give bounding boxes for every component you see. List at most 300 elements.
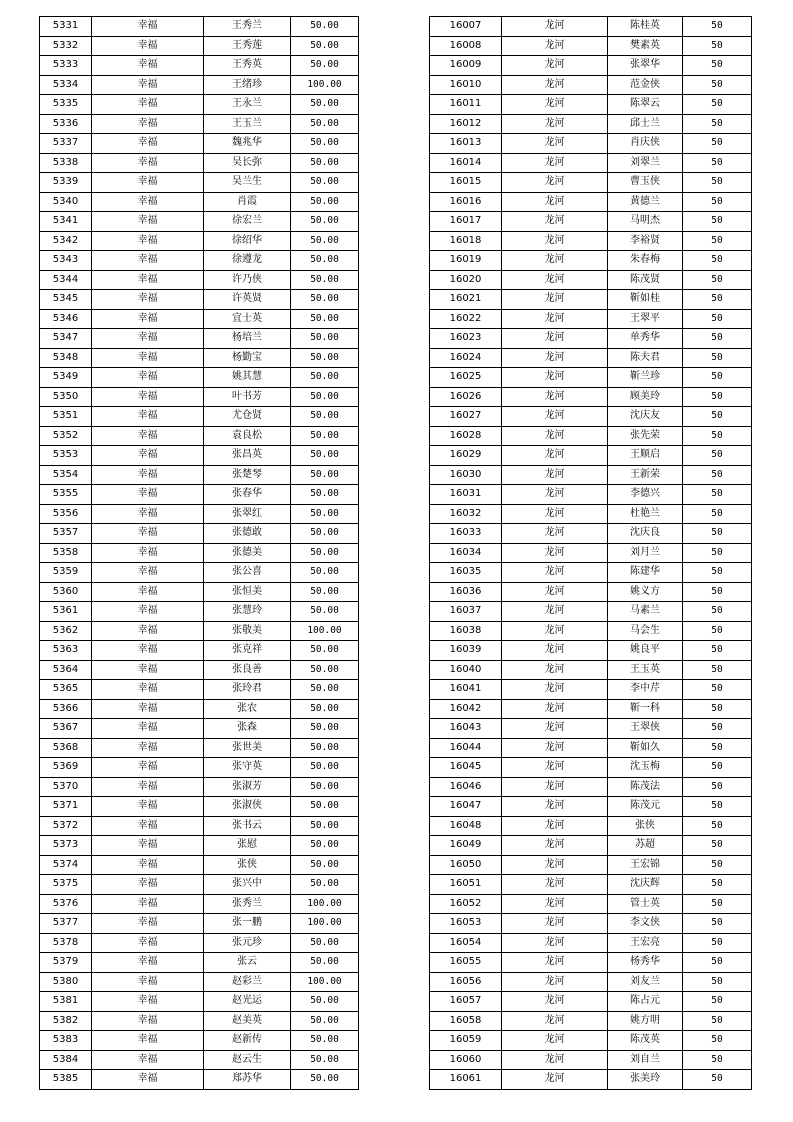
record-number-cell: 16029	[430, 446, 502, 466]
record-number-cell: 5357	[40, 524, 92, 544]
amount-cell: 50	[683, 836, 752, 856]
table-row	[430, 153, 752, 173]
table-row	[430, 114, 752, 134]
table-row	[40, 894, 359, 914]
amount-cell: 50	[683, 251, 752, 271]
table-row	[40, 1050, 359, 1070]
left-roster-body	[40, 17, 359, 1090]
record-number-cell: 5367	[40, 719, 92, 739]
person-name-cell: 沈玉梅	[608, 758, 683, 778]
amount-cell: 50	[683, 329, 752, 349]
person-name-cell: 刘自兰	[608, 1050, 683, 1070]
amount-cell: 50	[683, 777, 752, 797]
person-name-cell: 张德美	[204, 543, 291, 563]
amount-cell: 50.00	[291, 758, 359, 778]
person-name-cell: 李裕贤	[608, 231, 683, 251]
amount-cell: 50	[683, 56, 752, 76]
amount-cell: 50	[683, 797, 752, 817]
amount-cell: 50	[683, 524, 752, 544]
person-name-cell: 陈建华	[608, 563, 683, 583]
record-number-cell: 5340	[40, 192, 92, 212]
amount-cell: 50	[683, 894, 752, 914]
amount-cell: 50.00	[291, 114, 359, 134]
record-number-cell: 5350	[40, 387, 92, 407]
person-name-cell: 许英贤	[204, 290, 291, 310]
village-cell: 幸福	[92, 114, 204, 134]
record-number-cell: 16016	[430, 192, 502, 212]
person-name-cell: 靳如久	[608, 738, 683, 758]
table-row	[40, 563, 359, 583]
amount-cell: 50.00	[291, 134, 359, 154]
village-cell: 幸福	[92, 914, 204, 934]
amount-cell: 50.00	[291, 660, 359, 680]
amount-cell: 50.00	[291, 251, 359, 271]
person-name-cell: 沈庆友	[608, 407, 683, 427]
amount-cell: 50	[683, 36, 752, 56]
village-cell: 幸福	[92, 192, 204, 212]
person-name-cell: 杜艳兰	[608, 504, 683, 524]
table-row	[40, 1070, 359, 1090]
table-row	[430, 387, 752, 407]
amount-cell: 50	[683, 641, 752, 661]
person-name-cell: 王玉英	[608, 660, 683, 680]
record-number-cell: 5347	[40, 329, 92, 349]
record-number-cell: 16038	[430, 621, 502, 641]
village-cell: 龙河	[502, 114, 608, 134]
record-number-cell: 5377	[40, 914, 92, 934]
record-number-cell: 16045	[430, 758, 502, 778]
village-cell: 龙河	[502, 270, 608, 290]
person-name-cell: 肖霞	[204, 192, 291, 212]
table-row	[430, 1031, 752, 1051]
record-number-cell: 5356	[40, 504, 92, 524]
person-name-cell: 赵彩兰	[204, 972, 291, 992]
person-name-cell: 张恒美	[204, 582, 291, 602]
record-number-cell: 16049	[430, 836, 502, 856]
record-number-cell: 16053	[430, 914, 502, 934]
record-number-cell: 16060	[430, 1050, 502, 1070]
table-row	[40, 543, 359, 563]
person-name-cell: 张楚琴	[204, 465, 291, 485]
amount-cell: 50.00	[291, 290, 359, 310]
record-number-cell: 16010	[430, 75, 502, 95]
record-number-cell: 16023	[430, 329, 502, 349]
amount-cell: 50	[683, 855, 752, 875]
table-row	[40, 972, 359, 992]
person-name-cell: 姚其慧	[204, 368, 291, 388]
amount-cell: 50.00	[291, 797, 359, 817]
village-cell: 龙河	[502, 758, 608, 778]
record-number-cell: 16025	[430, 368, 502, 388]
table-row	[430, 582, 752, 602]
record-number-cell: 16061	[430, 1070, 502, 1090]
record-number-cell: 16030	[430, 465, 502, 485]
village-cell: 龙河	[502, 251, 608, 271]
table-row	[40, 699, 359, 719]
amount-cell: 50	[683, 134, 752, 154]
amount-cell: 50.00	[291, 777, 359, 797]
village-cell: 幸福	[92, 1031, 204, 1051]
village-cell: 龙河	[502, 1031, 608, 1051]
amount-cell: 50.00	[291, 699, 359, 719]
table-row	[40, 660, 359, 680]
village-cell: 龙河	[502, 348, 608, 368]
village-cell: 龙河	[502, 582, 608, 602]
amount-cell: 50	[683, 153, 752, 173]
person-name-cell: 陈茂法	[608, 777, 683, 797]
amount-cell: 50.00	[291, 1070, 359, 1090]
person-name-cell: 陈翠云	[608, 95, 683, 115]
record-number-cell: 16043	[430, 719, 502, 739]
person-name-cell: 刘友兰	[608, 972, 683, 992]
person-name-cell: 顾美玲	[608, 387, 683, 407]
table-row	[430, 368, 752, 388]
amount-cell: 50.00	[291, 309, 359, 329]
person-name-cell: 张敬美	[204, 621, 291, 641]
table-row	[430, 173, 752, 193]
village-cell: 幸福	[92, 953, 204, 973]
amount-cell: 50.00	[291, 368, 359, 388]
record-number-cell: 5342	[40, 231, 92, 251]
person-name-cell: 张玲君	[204, 680, 291, 700]
village-cell: 幸福	[92, 699, 204, 719]
village-cell: 龙河	[502, 192, 608, 212]
person-name-cell: 靳如桂	[608, 290, 683, 310]
person-name-cell: 陈茂英	[608, 1031, 683, 1051]
amount-cell: 50.00	[291, 563, 359, 583]
person-name-cell: 张兴中	[204, 875, 291, 895]
village-cell: 龙河	[502, 504, 608, 524]
table-row	[40, 1011, 359, 1031]
record-number-cell: 16054	[430, 933, 502, 953]
record-number-cell: 5379	[40, 953, 92, 973]
person-name-cell: 袁良松	[204, 426, 291, 446]
record-number-cell: 5346	[40, 309, 92, 329]
amount-cell: 50.00	[291, 602, 359, 622]
table-row	[40, 173, 359, 193]
record-number-cell: 5375	[40, 875, 92, 895]
person-name-cell: 徐遵龙	[204, 251, 291, 271]
person-name-cell: 王秀兰	[204, 17, 291, 37]
record-number-cell: 16047	[430, 797, 502, 817]
left-roster-table	[39, 16, 359, 1090]
table-row	[430, 192, 752, 212]
record-number-cell: 5349	[40, 368, 92, 388]
record-number-cell: 5361	[40, 602, 92, 622]
table-row	[430, 95, 752, 115]
amount-cell: 50	[683, 582, 752, 602]
table-row	[430, 738, 752, 758]
village-cell: 幸福	[92, 309, 204, 329]
person-name-cell: 王翠平	[608, 309, 683, 329]
table-row	[430, 270, 752, 290]
person-name-cell: 王玉兰	[204, 114, 291, 134]
record-number-cell: 5334	[40, 75, 92, 95]
person-name-cell: 张春华	[204, 485, 291, 505]
village-cell: 龙河	[502, 816, 608, 836]
village-cell: 龙河	[502, 543, 608, 563]
person-name-cell: 吴兰生	[204, 173, 291, 193]
amount-cell: 50.00	[291, 1031, 359, 1051]
table-row	[40, 797, 359, 817]
table-row	[40, 465, 359, 485]
village-cell: 龙河	[502, 309, 608, 329]
record-number-cell: 5355	[40, 485, 92, 505]
amount-cell: 50	[683, 309, 752, 329]
table-row	[40, 36, 359, 56]
amount-cell: 50	[683, 173, 752, 193]
village-cell: 幸福	[92, 543, 204, 563]
table-row	[430, 914, 752, 934]
person-name-cell: 马明杰	[608, 212, 683, 232]
person-name-cell: 张良善	[204, 660, 291, 680]
person-name-cell: 王绪珍	[204, 75, 291, 95]
record-number-cell: 5383	[40, 1031, 92, 1051]
record-number-cell: 5336	[40, 114, 92, 134]
table-row	[40, 426, 359, 446]
table-row	[40, 836, 359, 856]
amount-cell: 50	[683, 485, 752, 505]
amount-cell: 50.00	[291, 485, 359, 505]
village-cell: 幸福	[92, 368, 204, 388]
village-cell: 龙河	[502, 231, 608, 251]
person-name-cell: 王秀莲	[204, 36, 291, 56]
table-row	[430, 933, 752, 953]
record-number-cell: 5366	[40, 699, 92, 719]
village-cell: 龙河	[502, 797, 608, 817]
amount-cell: 50	[683, 407, 752, 427]
table-row	[430, 426, 752, 446]
village-cell: 龙河	[502, 56, 608, 76]
village-cell: 幸福	[92, 153, 204, 173]
amount-cell: 50.00	[291, 17, 359, 37]
record-number-cell: 16019	[430, 251, 502, 271]
table-row	[40, 1031, 359, 1051]
record-number-cell: 16036	[430, 582, 502, 602]
amount-cell: 50.00	[291, 95, 359, 115]
village-cell: 龙河	[502, 1011, 608, 1031]
record-number-cell: 5363	[40, 641, 92, 661]
person-name-cell: 叶书芳	[204, 387, 291, 407]
record-number-cell: 16052	[430, 894, 502, 914]
village-cell: 幸福	[92, 875, 204, 895]
table-row	[40, 953, 359, 973]
person-name-cell: 管士英	[608, 894, 683, 914]
table-row	[40, 290, 359, 310]
village-cell: 龙河	[502, 641, 608, 661]
record-number-cell: 16012	[430, 114, 502, 134]
village-cell: 龙河	[502, 680, 608, 700]
village-cell: 幸福	[92, 485, 204, 505]
record-number-cell: 5373	[40, 836, 92, 856]
village-cell: 龙河	[502, 485, 608, 505]
right-roster-body	[430, 17, 752, 1090]
village-cell: 幸福	[92, 758, 204, 778]
record-number-cell: 5344	[40, 270, 92, 290]
village-cell: 龙河	[502, 1050, 608, 1070]
person-name-cell: 张森	[204, 719, 291, 739]
amount-cell: 50.00	[291, 173, 359, 193]
amount-cell: 50.00	[291, 446, 359, 466]
record-number-cell: 16032	[430, 504, 502, 524]
table-row	[430, 251, 752, 271]
table-row	[40, 582, 359, 602]
table-row	[430, 563, 752, 583]
record-number-cell: 16031	[430, 485, 502, 505]
record-number-cell: 5365	[40, 680, 92, 700]
record-number-cell: 5352	[40, 426, 92, 446]
person-name-cell: 陈占元	[608, 992, 683, 1012]
village-cell: 幸福	[92, 933, 204, 953]
village-cell: 龙河	[502, 524, 608, 544]
record-number-cell: 5364	[40, 660, 92, 680]
record-number-cell: 5332	[40, 36, 92, 56]
amount-cell: 50	[683, 17, 752, 37]
person-name-cell: 张农	[204, 699, 291, 719]
amount-cell: 50.00	[291, 270, 359, 290]
table-row	[430, 602, 752, 622]
record-number-cell: 16058	[430, 1011, 502, 1031]
table-row	[40, 368, 359, 388]
amount-cell: 50.00	[291, 543, 359, 563]
record-number-cell: 16041	[430, 680, 502, 700]
table-row	[430, 134, 752, 154]
person-name-cell: 张世美	[204, 738, 291, 758]
amount-cell: 50	[683, 972, 752, 992]
amount-cell: 50	[683, 504, 752, 524]
village-cell: 幸福	[92, 894, 204, 914]
village-cell: 幸福	[92, 582, 204, 602]
person-name-cell: 朱春梅	[608, 251, 683, 271]
table-row	[430, 329, 752, 349]
record-number-cell: 16050	[430, 855, 502, 875]
amount-cell: 50	[683, 446, 752, 466]
village-cell: 幸福	[92, 348, 204, 368]
person-name-cell: 张慧玲	[204, 602, 291, 622]
table-row	[430, 972, 752, 992]
record-number-cell: 16007	[430, 17, 502, 37]
village-cell: 龙河	[502, 17, 608, 37]
table-row	[430, 621, 752, 641]
table-row	[430, 719, 752, 739]
amount-cell: 50	[683, 914, 752, 934]
table-row	[430, 446, 752, 466]
record-number-cell: 5380	[40, 972, 92, 992]
record-number-cell: 16011	[430, 95, 502, 115]
village-cell: 幸福	[92, 17, 204, 37]
person-name-cell: 靳兰珍	[608, 368, 683, 388]
amount-cell: 50.00	[291, 816, 359, 836]
table-row	[430, 465, 752, 485]
record-number-cell: 16008	[430, 36, 502, 56]
table-row	[40, 504, 359, 524]
village-cell: 龙河	[502, 290, 608, 310]
record-number-cell: 16034	[430, 543, 502, 563]
person-name-cell: 陈茂贤	[608, 270, 683, 290]
person-name-cell: 张先荣	[608, 426, 683, 446]
amount-cell: 50	[683, 660, 752, 680]
amount-cell: 50	[683, 699, 752, 719]
table-row	[430, 1011, 752, 1031]
person-name-cell: 尤仓贤	[204, 407, 291, 427]
amount-cell: 50.00	[291, 153, 359, 173]
village-cell: 龙河	[502, 75, 608, 95]
amount-cell: 50.00	[291, 992, 359, 1012]
table-row	[430, 777, 752, 797]
table-row	[40, 621, 359, 641]
amount-cell: 50	[683, 426, 752, 446]
village-cell: 幸福	[92, 426, 204, 446]
village-cell: 龙河	[502, 36, 608, 56]
amount-cell: 50.00	[291, 36, 359, 56]
table-row	[40, 758, 359, 778]
person-name-cell: 马素兰	[608, 602, 683, 622]
person-name-cell: 王永兰	[204, 95, 291, 115]
person-name-cell: 张昌英	[204, 446, 291, 466]
village-cell: 幸福	[92, 797, 204, 817]
amount-cell: 50.00	[291, 465, 359, 485]
record-number-cell: 16040	[430, 660, 502, 680]
village-cell: 幸福	[92, 446, 204, 466]
village-cell: 幸福	[92, 251, 204, 271]
table-row	[430, 992, 752, 1012]
village-cell: 龙河	[502, 953, 608, 973]
person-name-cell: 李文侠	[608, 914, 683, 934]
amount-cell: 50	[683, 719, 752, 739]
amount-cell: 50	[683, 348, 752, 368]
table-row	[40, 680, 359, 700]
village-cell: 龙河	[502, 933, 608, 953]
record-number-cell: 16017	[430, 212, 502, 232]
village-cell: 幸福	[92, 95, 204, 115]
person-name-cell: 赵光运	[204, 992, 291, 1012]
record-number-cell: 16024	[430, 348, 502, 368]
table-row	[40, 738, 359, 758]
amount-cell: 50.00	[291, 348, 359, 368]
record-number-cell: 16037	[430, 602, 502, 622]
amount-cell: 50	[683, 933, 752, 953]
table-row	[40, 992, 359, 1012]
person-name-cell: 张翠华	[608, 56, 683, 76]
amount-cell: 50.00	[291, 738, 359, 758]
person-name-cell: 杨秀华	[608, 953, 683, 973]
table-row	[430, 660, 752, 680]
record-number-cell: 5381	[40, 992, 92, 1012]
table-row	[430, 212, 752, 232]
person-name-cell: 王宏亮	[608, 933, 683, 953]
village-cell: 幸福	[92, 56, 204, 76]
table-row	[430, 836, 752, 856]
village-cell: 幸福	[92, 1011, 204, 1031]
record-number-cell: 5335	[40, 95, 92, 115]
record-number-cell: 16044	[430, 738, 502, 758]
record-number-cell: 16046	[430, 777, 502, 797]
person-name-cell: 王翠侠	[608, 719, 683, 739]
table-row	[40, 641, 359, 661]
record-number-cell: 16022	[430, 309, 502, 329]
person-name-cell: 姚良平	[608, 641, 683, 661]
record-number-cell: 16056	[430, 972, 502, 992]
person-name-cell: 许乃侠	[204, 270, 291, 290]
record-number-cell: 16051	[430, 875, 502, 895]
village-cell: 幸福	[92, 1070, 204, 1090]
amount-cell: 50.00	[291, 875, 359, 895]
person-name-cell: 姚方明	[608, 1011, 683, 1031]
amount-cell: 50	[683, 368, 752, 388]
table-row	[430, 894, 752, 914]
village-cell: 幸福	[92, 641, 204, 661]
record-number-cell: 16018	[430, 231, 502, 251]
